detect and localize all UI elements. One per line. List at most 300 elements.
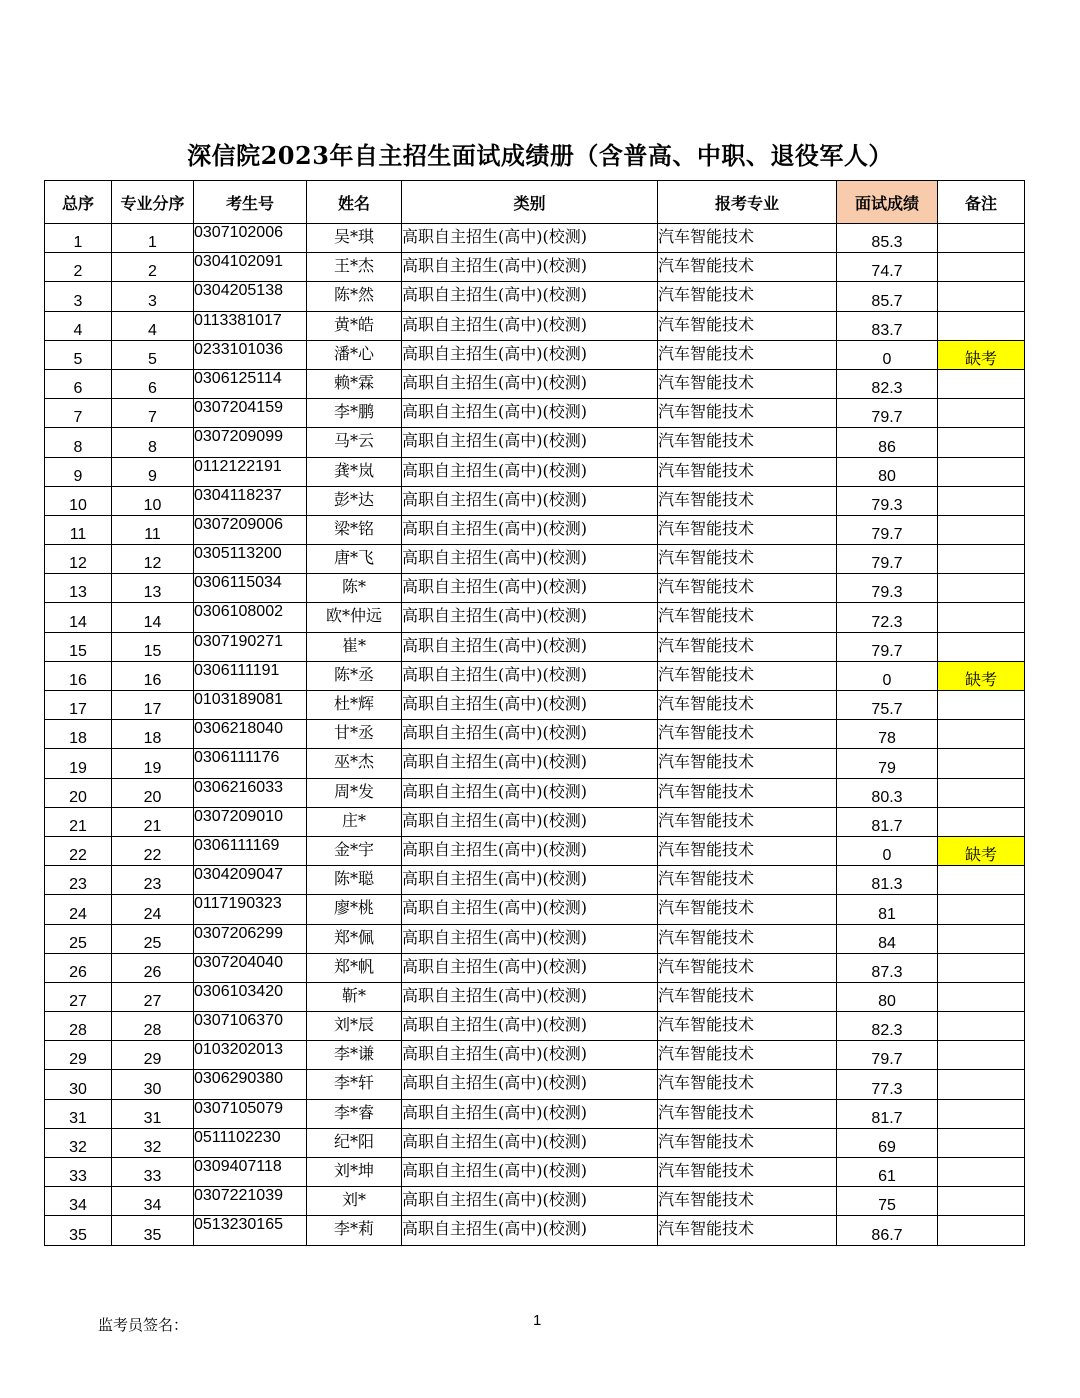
cell-note [938,369,1025,398]
cell-exam-id: 0309407118 [194,1158,307,1187]
cell-seq: 5 [45,340,112,369]
cell-category: 高职自主招生(高中)(校测) [402,1128,658,1157]
cell-seq: 12 [45,545,112,574]
cell-score: 82.3 [837,1012,938,1041]
cell-major: 汽车智能技术 [658,282,837,311]
cell-major: 汽车智能技术 [658,778,837,807]
header-seq: 总序 [45,181,112,224]
cell-major: 汽车智能技术 [658,1012,837,1041]
cell-exam-id: 0307204159 [194,399,307,428]
cell-exam-id: 0307106370 [194,1012,307,1041]
cell-score: 78 [837,720,938,749]
cell-note [938,1158,1025,1187]
cell-name: 彭*达 [307,486,402,515]
cell-major-seq: 28 [112,1012,194,1041]
cell-exam-id: 0306115034 [194,574,307,603]
cell-major: 汽车智能技术 [658,836,837,865]
cell-exam-id: 0304205138 [194,282,307,311]
cell-seq: 13 [45,574,112,603]
cell-exam-id: 0307221039 [194,1187,307,1216]
cell-seq: 31 [45,1099,112,1128]
cell-major-seq: 32 [112,1128,194,1157]
cell-name: 刘*坤 [307,1158,402,1187]
cell-category: 高职自主招生(高中)(校测) [402,486,658,515]
table-row [45,661,1025,690]
cell-seq: 14 [45,603,112,632]
cell-exam-id: 0513230165 [194,1216,307,1245]
cell-name: 赖*霖 [307,369,402,398]
cell-major-seq: 23 [112,866,194,895]
header-note: 备注 [938,181,1025,224]
cell-exam-id: 0307206299 [194,924,307,953]
table-row [45,807,1025,836]
cell-major-seq: 27 [112,982,194,1011]
cell-major-seq: 12 [112,545,194,574]
cell-seq: 3 [45,282,112,311]
cell-major: 汽车智能技术 [658,340,837,369]
cell-category: 高职自主招生(高中)(校测) [402,749,658,778]
table-row [45,866,1025,895]
cell-score: 61 [837,1158,938,1187]
cell-major-seq: 1 [112,224,194,253]
cell-name: 周*发 [307,778,402,807]
cell-score: 79.3 [837,574,938,603]
cell-exam-id: 0306290380 [194,1070,307,1099]
cell-major-seq: 13 [112,574,194,603]
cell-exam-id: 0304102091 [194,253,307,282]
cell-major: 汽车智能技术 [658,895,837,924]
cell-name: 欧*仲远 [307,603,402,632]
cell-note: 缺考 [938,661,1025,690]
table-row [45,953,1025,982]
cell-category: 高职自主招生(高中)(校测) [402,1187,658,1216]
cell-name: 梁*铭 [307,515,402,544]
table-row [45,282,1025,311]
cell-exam-id: 0306111191 [194,661,307,690]
cell-note [938,691,1025,720]
cell-major: 汽车智能技术 [658,1216,837,1245]
cell-seq: 30 [45,1070,112,1099]
cell-note [938,603,1025,632]
cell-category: 高职自主招生(高中)(校测) [402,1158,658,1187]
cell-name: 陈*聪 [307,866,402,895]
cell-score: 79.7 [837,1041,938,1070]
cell-category: 高职自主招生(高中)(校测) [402,1070,658,1099]
cell-note [938,807,1025,836]
cell-major-seq: 35 [112,1216,194,1245]
cell-major: 汽车智能技术 [658,691,837,720]
table-row [45,1158,1025,1187]
cell-major-seq: 26 [112,953,194,982]
cell-score: 77.3 [837,1070,938,1099]
cell-note [938,224,1025,253]
cell-major: 汽车智能技术 [658,311,837,340]
cell-name: 李*鹏 [307,399,402,428]
cell-score: 81 [837,895,938,924]
cell-major-seq: 11 [112,515,194,544]
table-row [45,1041,1025,1070]
cell-note [938,924,1025,953]
cell-major: 汽车智能技术 [658,1099,837,1128]
cell-seq: 16 [45,661,112,690]
cell-exam-id: 0304209047 [194,866,307,895]
cell-seq: 26 [45,953,112,982]
cell-seq: 32 [45,1128,112,1157]
cell-major-seq: 31 [112,1099,194,1128]
cell-seq: 2 [45,253,112,282]
cell-score: 0 [837,340,938,369]
cell-major: 汽车智能技术 [658,1187,837,1216]
cell-major: 汽车智能技术 [658,924,837,953]
cell-note [938,253,1025,282]
cell-score: 83.7 [837,311,938,340]
cell-category: 高职自主招生(高中)(校测) [402,282,658,311]
cell-note [938,1041,1025,1070]
cell-category: 高职自主招生(高中)(校测) [402,545,658,574]
cell-score: 80 [837,457,938,486]
cell-name: 庄* [307,807,402,836]
cell-category: 高职自主招生(高中)(校测) [402,691,658,720]
cell-seq: 29 [45,1041,112,1070]
cell-exam-id: 0103189081 [194,691,307,720]
cell-name: 龚*岚 [307,457,402,486]
table-row [45,457,1025,486]
table-row [45,545,1025,574]
cell-category: 高职自主招生(高中)(校测) [402,1041,658,1070]
cell-name: 吴*琪 [307,224,402,253]
cell-name: 陈*丞 [307,661,402,690]
cell-note [938,1099,1025,1128]
cell-exam-id: 0307190271 [194,632,307,661]
cell-category: 高职自主招生(高中)(校测) [402,224,658,253]
cell-seq: 21 [45,807,112,836]
cell-note [938,778,1025,807]
table-row [45,982,1025,1011]
table-row [45,895,1025,924]
cell-score: 81.7 [837,1099,938,1128]
cell-name: 陈* [307,574,402,603]
cell-major: 汽车智能技术 [658,1070,837,1099]
cell-category: 高职自主招生(高中)(校测) [402,720,658,749]
cell-name: 刘*辰 [307,1012,402,1041]
cell-seq: 23 [45,866,112,895]
header-category: 类别 [402,181,658,224]
cell-major-seq: 3 [112,282,194,311]
cell-seq: 20 [45,778,112,807]
cell-name: 李*莉 [307,1216,402,1245]
cell-major: 汽车智能技术 [658,369,837,398]
cell-note [938,720,1025,749]
cell-note [938,486,1025,515]
table-row [45,369,1025,398]
cell-seq: 1 [45,224,112,253]
header-score: 面试成绩 [837,181,938,224]
cell-note [938,399,1025,428]
cell-exam-id: 0307209099 [194,428,307,457]
cell-category: 高职自主招生(高中)(校测) [402,340,658,369]
cell-score: 79.7 [837,632,938,661]
cell-major: 汽车智能技术 [658,632,837,661]
cell-name: 刘* [307,1187,402,1216]
cell-exam-id: 0113381017 [194,311,307,340]
cell-exam-id: 0307209006 [194,515,307,544]
proctor-signature-label: 监考员签名： [98,1316,189,1334]
cell-name: 甘*丞 [307,720,402,749]
cell-category: 高职自主招生(高中)(校测) [402,1099,658,1128]
cell-exam-id: 0233101036 [194,340,307,369]
cell-major-seq: 25 [112,924,194,953]
cell-category: 高职自主招生(高中)(校测) [402,778,658,807]
cell-major-seq: 34 [112,1187,194,1216]
cell-major: 汽车智能技术 [658,982,837,1011]
table-row [45,1070,1025,1099]
cell-note [938,982,1025,1011]
cell-name: 黄*皓 [307,311,402,340]
cell-category: 高职自主招生(高中)(校测) [402,836,658,865]
cell-name: 陈*然 [307,282,402,311]
cell-name: 杜*辉 [307,691,402,720]
header-major-seq: 专业分序 [112,181,194,224]
cell-exam-id: 0306111169 [194,836,307,865]
table-row [45,253,1025,282]
cell-seq: 24 [45,895,112,924]
cell-note [938,1216,1025,1245]
cell-category: 高职自主招生(高中)(校测) [402,1216,658,1245]
cell-major-seq: 24 [112,895,194,924]
table-row [45,1128,1025,1157]
cell-note [938,311,1025,340]
cell-exam-id: 0306103420 [194,982,307,1011]
cell-name: 李*睿 [307,1099,402,1128]
cell-major-seq: 22 [112,836,194,865]
cell-seq: 33 [45,1158,112,1187]
cell-category: 高职自主招生(高中)(校测) [402,428,658,457]
cell-score: 74.7 [837,253,938,282]
cell-major: 汽车智能技术 [658,1128,837,1157]
cell-seq: 35 [45,1216,112,1245]
cell-note [938,632,1025,661]
table-row [45,574,1025,603]
cell-exam-id: 0307209010 [194,807,307,836]
cell-major: 汽车智能技术 [658,749,837,778]
cell-seq: 28 [45,1012,112,1041]
cell-note [938,953,1025,982]
cell-major-seq: 21 [112,807,194,836]
cell-major: 汽车智能技术 [658,866,837,895]
cell-name: 金*宇 [307,836,402,865]
cell-seq: 15 [45,632,112,661]
cell-seq: 27 [45,982,112,1011]
cell-score: 75.7 [837,691,938,720]
cell-exam-id: 0307102006 [194,224,307,253]
cell-score: 82.3 [837,369,938,398]
cell-note [938,895,1025,924]
cell-note [938,428,1025,457]
cell-exam-id: 0511102230 [194,1128,307,1157]
page-number: 1 [533,1312,542,1329]
cell-name: 李*轩 [307,1070,402,1099]
cell-seq: 22 [45,836,112,865]
cell-score: 75 [837,1187,938,1216]
cell-seq: 7 [45,399,112,428]
cell-note [938,1012,1025,1041]
cell-exam-id: 0306111176 [194,749,307,778]
cell-score: 86 [837,428,938,457]
cell-name: 王*杰 [307,253,402,282]
table-row [45,749,1025,778]
cell-category: 高职自主招生(高中)(校测) [402,574,658,603]
cell-major-seq: 5 [112,340,194,369]
cell-major-seq: 15 [112,632,194,661]
cell-name: 廖*桃 [307,895,402,924]
cell-major-seq: 10 [112,486,194,515]
cell-major: 汽车智能技术 [658,1041,837,1070]
cell-major-seq: 7 [112,399,194,428]
cell-note [938,574,1025,603]
table-row [45,486,1025,515]
header-exam-id: 考生号 [194,181,307,224]
table-row [45,778,1025,807]
cell-note [938,1070,1025,1099]
cell-score: 81.7 [837,807,938,836]
cell-name: 李*谦 [307,1041,402,1070]
cell-major-seq: 14 [112,603,194,632]
table-header [45,181,1025,224]
cell-major: 汽车智能技术 [658,807,837,836]
cell-name: 郑*帆 [307,953,402,982]
cell-note [938,457,1025,486]
cell-score: 85.7 [837,282,938,311]
cell-exam-id: 0307105079 [194,1099,307,1128]
cell-major: 汽车智能技术 [658,545,837,574]
cell-score: 87.3 [837,953,938,982]
cell-major-seq: 20 [112,778,194,807]
cell-category: 高职自主招生(高中)(校测) [402,661,658,690]
cell-major-seq: 6 [112,369,194,398]
cell-major: 汽车智能技术 [658,486,837,515]
cell-score: 84 [837,924,938,953]
cell-category: 高职自主招生(高中)(校测) [402,311,658,340]
cell-seq: 6 [45,369,112,398]
table-row [45,340,1025,369]
cell-major: 汽车智能技术 [658,224,837,253]
cell-major: 汽车智能技术 [658,1158,837,1187]
table-row [45,1216,1025,1245]
cell-seq: 9 [45,457,112,486]
table-row [45,515,1025,544]
cell-score: 85.3 [837,224,938,253]
cell-major: 汽车智能技术 [658,253,837,282]
cell-exam-id: 0306218040 [194,720,307,749]
cell-category: 高职自主招生(高中)(校测) [402,515,658,544]
cell-exam-id: 0304118237 [194,486,307,515]
cell-major: 汽车智能技术 [658,720,837,749]
table-row [45,691,1025,720]
cell-major-seq: 17 [112,691,194,720]
cell-name: 唐*飞 [307,545,402,574]
cell-major-seq: 33 [112,1158,194,1187]
cell-exam-id: 0307204040 [194,953,307,982]
header-major: 报考专业 [658,181,837,224]
cell-major: 汽车智能技术 [658,457,837,486]
cell-major: 汽车智能技术 [658,603,837,632]
cell-note: 缺考 [938,340,1025,369]
cell-major-seq: 29 [112,1041,194,1070]
cell-note [938,749,1025,778]
table-row [45,428,1025,457]
cell-seq: 11 [45,515,112,544]
table-row [45,720,1025,749]
table-body [45,224,1025,1246]
cell-note [938,1187,1025,1216]
cell-exam-id: 0103202013 [194,1041,307,1070]
cell-score: 80.3 [837,778,938,807]
cell-major-seq: 30 [112,1070,194,1099]
cell-note [938,282,1025,311]
cell-seq: 19 [45,749,112,778]
cell-seq: 18 [45,720,112,749]
cell-major-seq: 9 [112,457,194,486]
cell-category: 高职自主招生(高中)(校测) [402,457,658,486]
cell-category: 高职自主招生(高中)(校测) [402,924,658,953]
table-row [45,1187,1025,1216]
cell-name: 巫*杰 [307,749,402,778]
cell-category: 高职自主招生(高中)(校测) [402,982,658,1011]
table-row [45,603,1025,632]
cell-name: 靳* [307,982,402,1011]
cell-category: 高职自主招生(高中)(校测) [402,369,658,398]
cell-major-seq: 2 [112,253,194,282]
cell-major: 汽车智能技术 [658,428,837,457]
header-row [45,181,1025,224]
cell-major-seq: 19 [112,749,194,778]
cell-score: 0 [837,661,938,690]
cell-note [938,515,1025,544]
cell-seq: 25 [45,924,112,953]
cell-note [938,866,1025,895]
table-row [45,399,1025,428]
cell-category: 高职自主招生(高中)(校测) [402,953,658,982]
cell-name: 郑*佩 [307,924,402,953]
table-row [45,924,1025,953]
table-row [45,632,1025,661]
cell-major: 汽车智能技术 [658,661,837,690]
cell-note: 缺考 [938,836,1025,865]
cell-exam-id: 0112122191 [194,457,307,486]
cell-category: 高职自主招生(高中)(校测) [402,399,658,428]
cell-seq: 34 [45,1187,112,1216]
table-row [45,224,1025,253]
cell-category: 高职自主招生(高中)(校测) [402,603,658,632]
cell-name: 马*云 [307,428,402,457]
table-row [45,311,1025,340]
cell-category: 高职自主招生(高中)(校测) [402,895,658,924]
table-row [45,836,1025,865]
cell-note [938,545,1025,574]
cell-score: 72.3 [837,603,938,632]
cell-major: 汽车智能技术 [658,574,837,603]
cell-seq: 4 [45,311,112,340]
cell-category: 高职自主招生(高中)(校测) [402,807,658,836]
cell-major-seq: 8 [112,428,194,457]
cell-score: 79.3 [837,486,938,515]
cell-score: 79 [837,749,938,778]
cell-exam-id: 0306108002 [194,603,307,632]
cell-score: 79.7 [837,545,938,574]
cell-exam-id: 0306125114 [194,369,307,398]
cell-major: 汽车智能技术 [658,953,837,982]
cell-major-seq: 18 [112,720,194,749]
